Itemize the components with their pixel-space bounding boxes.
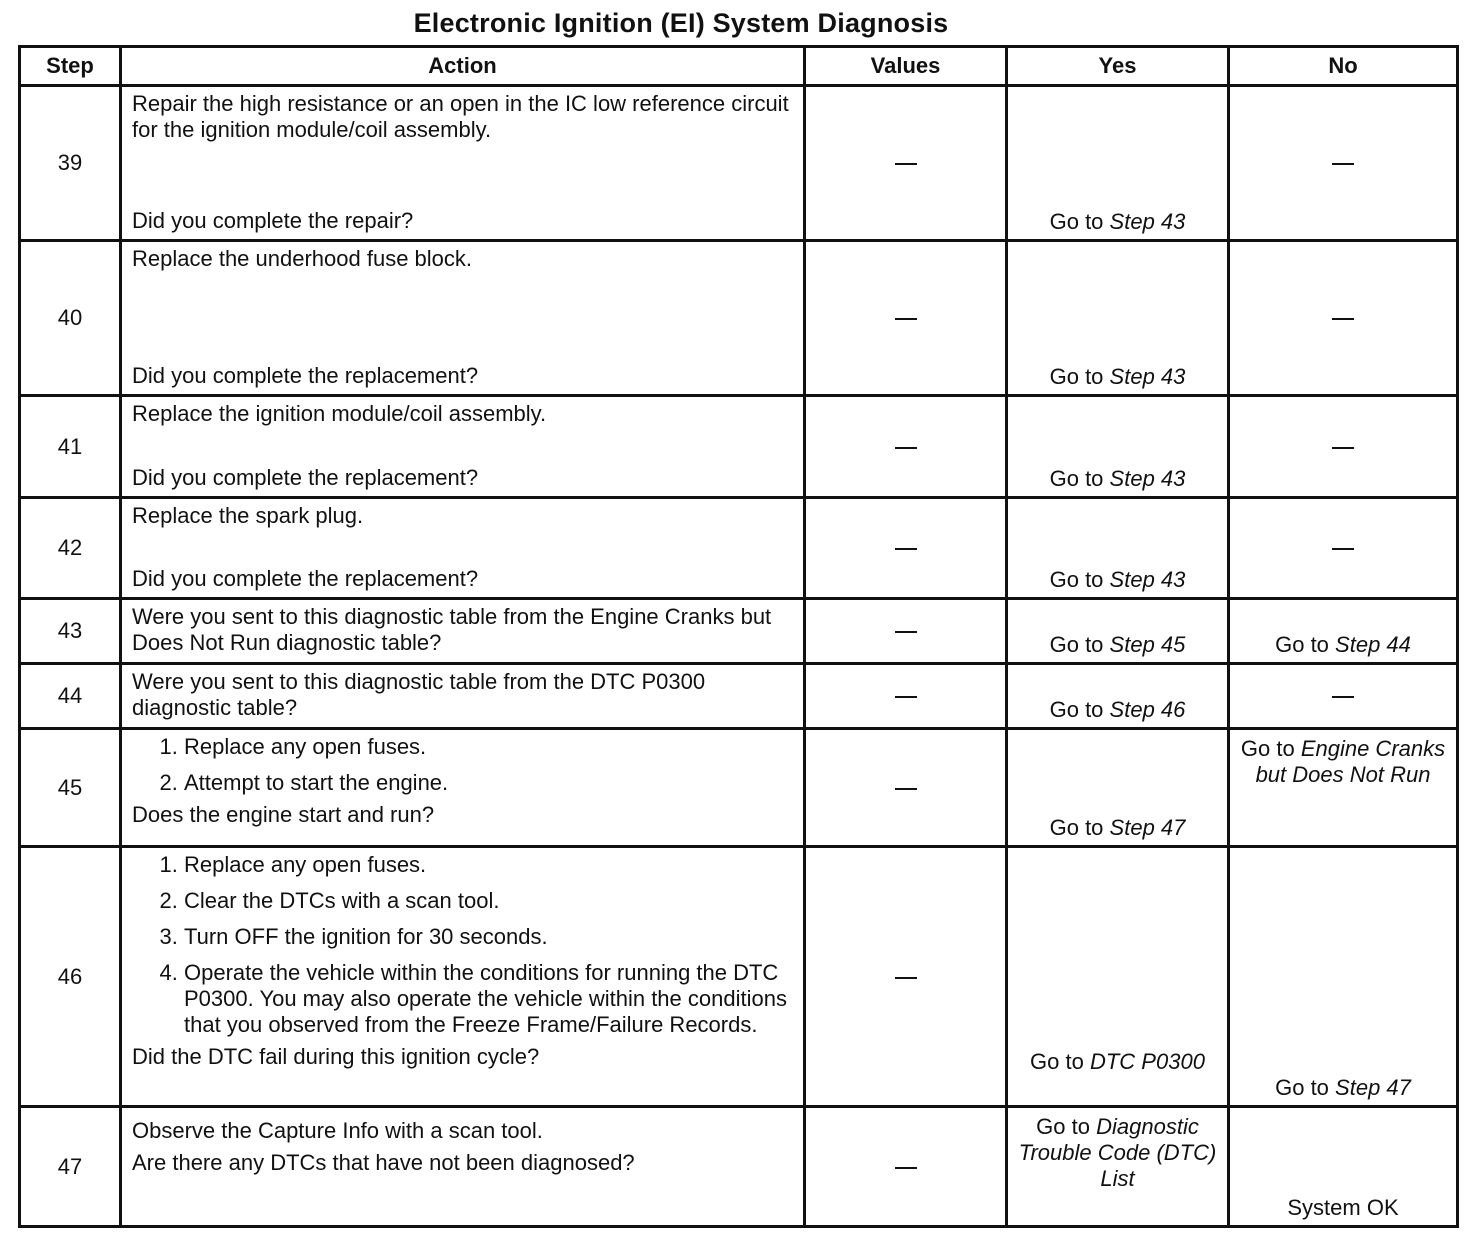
values-cell — [805, 1107, 1007, 1227]
step-number: 42 — [20, 498, 121, 599]
list-item: 4. Operate the vehicle within the conditions for running the DTC P0300. You may also operate the vehicle within the conditions that you observed from the Freeze Frame/Failure Records. — [184, 960, 793, 1038]
action-cell — [121, 847, 805, 1107]
action-question: Did you complete the replacement? — [132, 363, 479, 388]
table-row — [20, 847, 1458, 1107]
yes-cell — [1007, 241, 1229, 396]
no-cell — [1229, 599, 1458, 664]
dash-mark — [895, 788, 917, 790]
list-item: 3. Turn OFF the ignition for 30 seconds. — [184, 924, 793, 950]
yes-prefix: Go to — [1049, 466, 1104, 491]
dash-mark — [1332, 447, 1354, 449]
values-cell — [805, 396, 1007, 498]
table-row — [20, 241, 1458, 396]
step-number: 39 — [20, 86, 121, 241]
action-text: Were you sent to this diagnostic table from the DTC P0300 diagnostic table? — [121, 664, 805, 729]
header-yes: Yes — [1007, 47, 1229, 86]
header-values: Values — [805, 47, 1007, 86]
yes-prefix: Go to — [1036, 1114, 1090, 1139]
action-question: Did you complete the repair? — [132, 208, 414, 233]
yes-target-link[interactable]: Step 43 — [1109, 364, 1186, 389]
table-row — [20, 498, 1458, 599]
yes-prefix: Go to — [1049, 364, 1104, 389]
no-prefix: Go to — [1240, 736, 1295, 761]
yes-prefix: Go to — [1049, 815, 1104, 840]
no-prefix: Go to — [1275, 1075, 1329, 1100]
list-item: 1. Replace any open fuses. — [184, 852, 793, 878]
yes-cell — [1007, 664, 1229, 729]
action-text: Were you sent to this diagnostic table from the Engine Cranks but Does Not Run diagnostic table? — [121, 599, 805, 664]
action-question: Did you complete the replacement? — [132, 465, 479, 490]
action-cell — [121, 729, 805, 847]
yes-prefix: Go to — [1030, 1049, 1084, 1074]
table-row — [20, 86, 1458, 241]
header-no: No — [1229, 47, 1458, 86]
action-cell — [121, 498, 805, 599]
step-number: 46 — [20, 847, 121, 1107]
dash-mark — [895, 696, 917, 698]
yes-cell — [1007, 599, 1229, 664]
yes-cell — [1007, 729, 1229, 847]
yes-cell — [1007, 847, 1229, 1107]
no-cell — [1229, 86, 1458, 241]
dash-mark — [895, 548, 917, 550]
yes-prefix: Go to — [1049, 697, 1104, 722]
list-item: 2. Attempt to start the engine. — [184, 770, 793, 796]
yes-cell — [1007, 498, 1229, 599]
action-cell — [121, 1107, 805, 1227]
values-cell — [805, 729, 1007, 847]
values-cell — [805, 498, 1007, 599]
no-target-link[interactable]: Step 44 — [1335, 632, 1411, 657]
action-text: Replace the underhood fuse block. — [132, 246, 473, 271]
no-cell — [1229, 241, 1458, 396]
step-number: 40 — [20, 241, 121, 396]
dash-mark — [1332, 548, 1354, 550]
no-target-link[interactable]: Step 47 — [1335, 1075, 1411, 1100]
action-cell — [121, 86, 805, 241]
dash-mark — [895, 977, 917, 979]
values-cell — [805, 664, 1007, 729]
action-cell — [121, 396, 805, 498]
no-cell — [1229, 729, 1458, 847]
yes-target-link[interactable]: Step 43 — [1109, 567, 1186, 592]
no-prefix: Go to — [1275, 632, 1329, 657]
dash-mark — [1332, 163, 1354, 165]
dash-mark — [895, 163, 917, 165]
yes-cell — [1007, 86, 1229, 241]
no-cell — [1229, 396, 1458, 498]
step-number: 45 — [20, 729, 121, 847]
list-item: 2. Clear the DTCs with a scan tool. — [184, 888, 793, 914]
dash-mark — [895, 447, 917, 449]
table-row — [20, 599, 1458, 664]
header-step: Step — [20, 47, 121, 86]
table-row — [20, 396, 1458, 498]
values-cell — [805, 241, 1007, 396]
yes-target-link[interactable]: Step 47 — [1109, 815, 1186, 840]
values-cell — [805, 599, 1007, 664]
values-cell — [805, 847, 1007, 1107]
table-row — [20, 1107, 1458, 1227]
yes-target-link[interactable]: Step 45 — [1109, 632, 1186, 657]
diagnosis-table — [18, 45, 1459, 1228]
action-text: Replace the spark plug. — [132, 503, 364, 528]
yes-target-link[interactable]: Step 43 — [1109, 466, 1186, 491]
step-number: 41 — [20, 396, 121, 498]
action-question: Did you complete the replacement? — [132, 566, 479, 591]
no-cell — [1229, 498, 1458, 599]
yes-prefix: Go to — [1049, 209, 1104, 234]
page-title: Electronic Ignition (EI) System Diagnosis — [413, 8, 949, 38]
action-text: Repair the high resistance or an open in the IC low reference circuit for the ignition module/coil assembly. — [132, 91, 789, 142]
yes-target-link[interactable]: Step 43 — [1109, 209, 1186, 234]
action-steps-list — [132, 852, 793, 1038]
action-text: Observe the Capture Info with a scan tool. — [132, 1118, 543, 1143]
yes-target-link[interactable]: Diagnostic Trouble Code (DTC) List — [1018, 1114, 1217, 1191]
yes-cell — [1007, 396, 1229, 498]
dash-mark — [895, 631, 917, 633]
values-cell — [805, 86, 1007, 241]
step-number: 47 — [20, 1107, 121, 1227]
dash-mark — [1332, 696, 1354, 698]
action-text: Replace the ignition module/coil assembly. — [132, 401, 547, 426]
action-question: Are there any DTCs that have not been diagnosed? — [132, 1150, 635, 1175]
yes-prefix: Go to — [1049, 567, 1104, 592]
dash-mark — [1332, 318, 1354, 320]
no-cell — [1229, 664, 1458, 729]
yes-prefix: Go to — [1049, 632, 1104, 657]
step-number: 43 — [20, 599, 121, 664]
no-target-link[interactable]: Engine Cranks but Does Not Run — [1255, 736, 1446, 787]
no-cell — [1229, 847, 1458, 1107]
no-result: System OK — [1287, 1195, 1399, 1220]
yes-target-link[interactable]: DTC P0300 — [1089, 1049, 1205, 1074]
header-row — [20, 47, 1458, 86]
action-question: Did the DTC fail during this ignition cycle? — [132, 1044, 540, 1069]
dash-mark — [895, 318, 917, 320]
action-cell — [121, 241, 805, 396]
yes-target-link[interactable]: Step 46 — [1109, 697, 1186, 722]
step-number: 44 — [20, 664, 121, 729]
list-item: 1. Replace any open fuses. — [184, 734, 793, 760]
table-row — [20, 664, 1458, 729]
no-cell — [1229, 1107, 1458, 1227]
action-steps-list — [132, 734, 793, 796]
action-question: Does the engine start and run? — [132, 802, 435, 827]
table-row — [20, 729, 1458, 847]
header-action: Action — [121, 47, 805, 86]
yes-cell — [1007, 1107, 1229, 1227]
dash-mark — [895, 1167, 917, 1169]
